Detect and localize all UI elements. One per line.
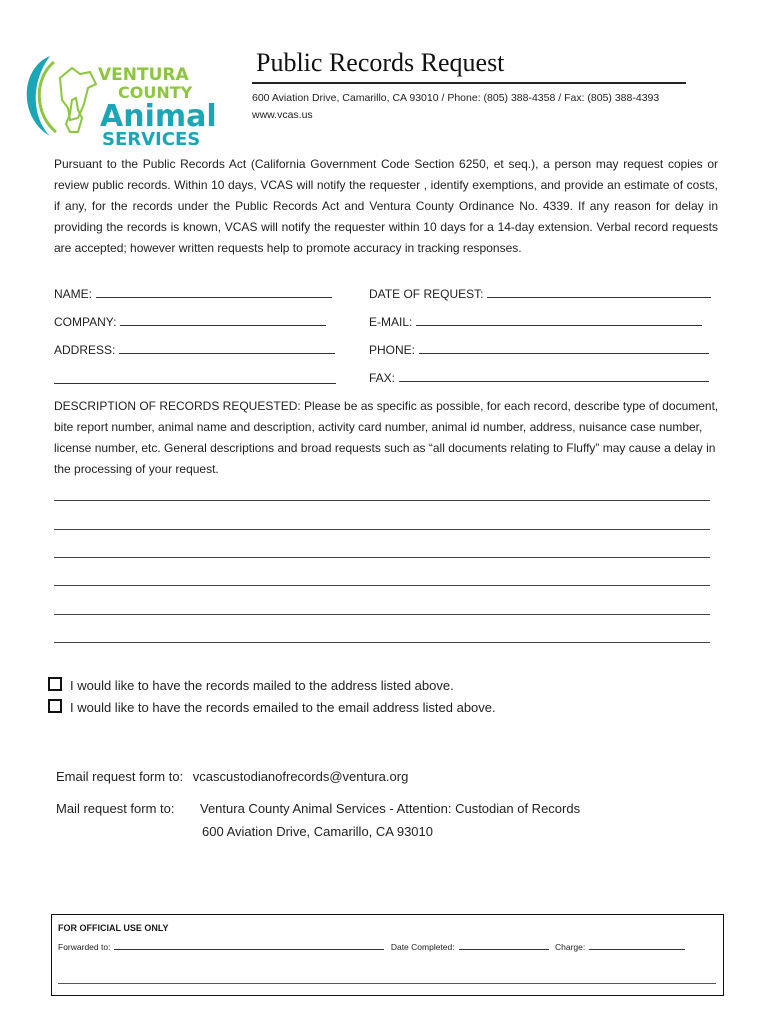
website: www.vcas.us <box>252 109 313 121</box>
emailed-checkbox[interactable] <box>48 699 62 713</box>
mailed-label: I would like to have the records mailed to the address listed above. <box>70 678 454 693</box>
page-title: Public Records Request <box>256 48 505 77</box>
date-field[interactable] <box>369 287 711 301</box>
forwarded-field[interactable] <box>114 941 384 950</box>
mailed-checkbox[interactable] <box>48 677 62 691</box>
logo-line1: VENTURA <box>98 65 189 85</box>
description-line[interactable] <box>54 642 710 643</box>
description-line[interactable] <box>54 614 710 615</box>
email-field[interactable] <box>369 315 702 329</box>
company-field[interactable] <box>54 315 326 329</box>
intro-paragraph: Pursuant to the Public Records Act (California Government Code Section 6250, et seq.), a person may request copies or review public records. Within 10 days, VCAS will notify the requester , identify exemptions, and provide an estimate of costs, if any, for the records under the Public Records Act and Ventura County Ordinance No. 4339. If any reason for delay in providing the records is known, VCAS will notify the requester within 10 days for a 14-day extension. Verbal record requests are accepted; however written requests help to promote accuracy in tracking responses. <box>54 157 718 255</box>
description-line[interactable] <box>54 585 710 586</box>
logo-line3: Animal <box>100 99 217 134</box>
phone-field[interactable] <box>369 343 709 357</box>
vcas-logo <box>20 48 220 148</box>
mail-submit-label: Mail request form to: <box>56 801 175 816</box>
completed-label: Date Completed: <box>390 942 455 952</box>
contact-info <box>252 90 659 124</box>
address-label: ADDRESS: <box>54 343 116 357</box>
description-line[interactable] <box>54 557 710 558</box>
description-line[interactable] <box>54 500 710 501</box>
email-submit-row <box>56 769 408 784</box>
mail-submit-line1: Ventura County Animal Services - Attention: Custodian of Records <box>200 801 581 816</box>
charge-label: Charge: <box>555 942 586 952</box>
email-submit-address[interactable]: vcascustodianofrecords@ventura.org <box>192 769 409 784</box>
email-label: E-MAIL: <box>369 315 413 329</box>
option-mailed[interactable] <box>48 677 454 693</box>
logo-line4: SERVICES <box>102 129 201 148</box>
official-notes-line[interactable] <box>58 983 716 984</box>
address-field[interactable] <box>54 343 335 357</box>
charge-field[interactable] <box>589 941 685 950</box>
address-line-2[interactable] <box>54 383 336 384</box>
phone-label: PHONE: <box>369 343 416 357</box>
mail-submit-line2: 600 Aviation Drive, Camarillo, CA 93010 <box>202 824 433 839</box>
option-emailed[interactable] <box>48 699 496 715</box>
fax-label: FAX: <box>369 371 396 385</box>
emailed-label: I would like to have the records emailed to the email address listed above. <box>70 700 496 715</box>
logo-line2: COUNTY <box>118 83 193 102</box>
email-submit-label: Email request form to: <box>56 769 184 784</box>
company-label: COMPANY: <box>54 315 117 329</box>
description-line[interactable] <box>54 529 710 530</box>
description-instructions: DESCRIPTION OF RECORDS REQUESTED: Please be as specific as possible, for each record, describe type of document, bite report number, animal name and description, activity card number, animal id number, address, nuisance case number, license number, etc. General descriptions and broad requests such as “all documents relating to Fluffy” may cause a delay in the processing of your request. <box>54 399 719 476</box>
official-use-title: FOR OFFICIAL USE ONLY <box>58 923 169 933</box>
forwarded-label: Forwarded to: <box>58 942 111 952</box>
fax-field[interactable] <box>369 371 709 385</box>
name-label: NAME: <box>54 287 93 301</box>
completed-field[interactable] <box>459 941 549 950</box>
official-use-box <box>51 914 724 996</box>
address-line: 600 Aviation Drive, Camarillo, CA 93010 / Phone: (805) 388-4358 / Fax: (805) 388-4393 <box>252 92 660 104</box>
title-divider <box>252 82 686 84</box>
official-use-row <box>58 941 685 952</box>
date-label: DATE OF REQUEST: <box>369 287 484 301</box>
name-field[interactable] <box>54 287 332 301</box>
